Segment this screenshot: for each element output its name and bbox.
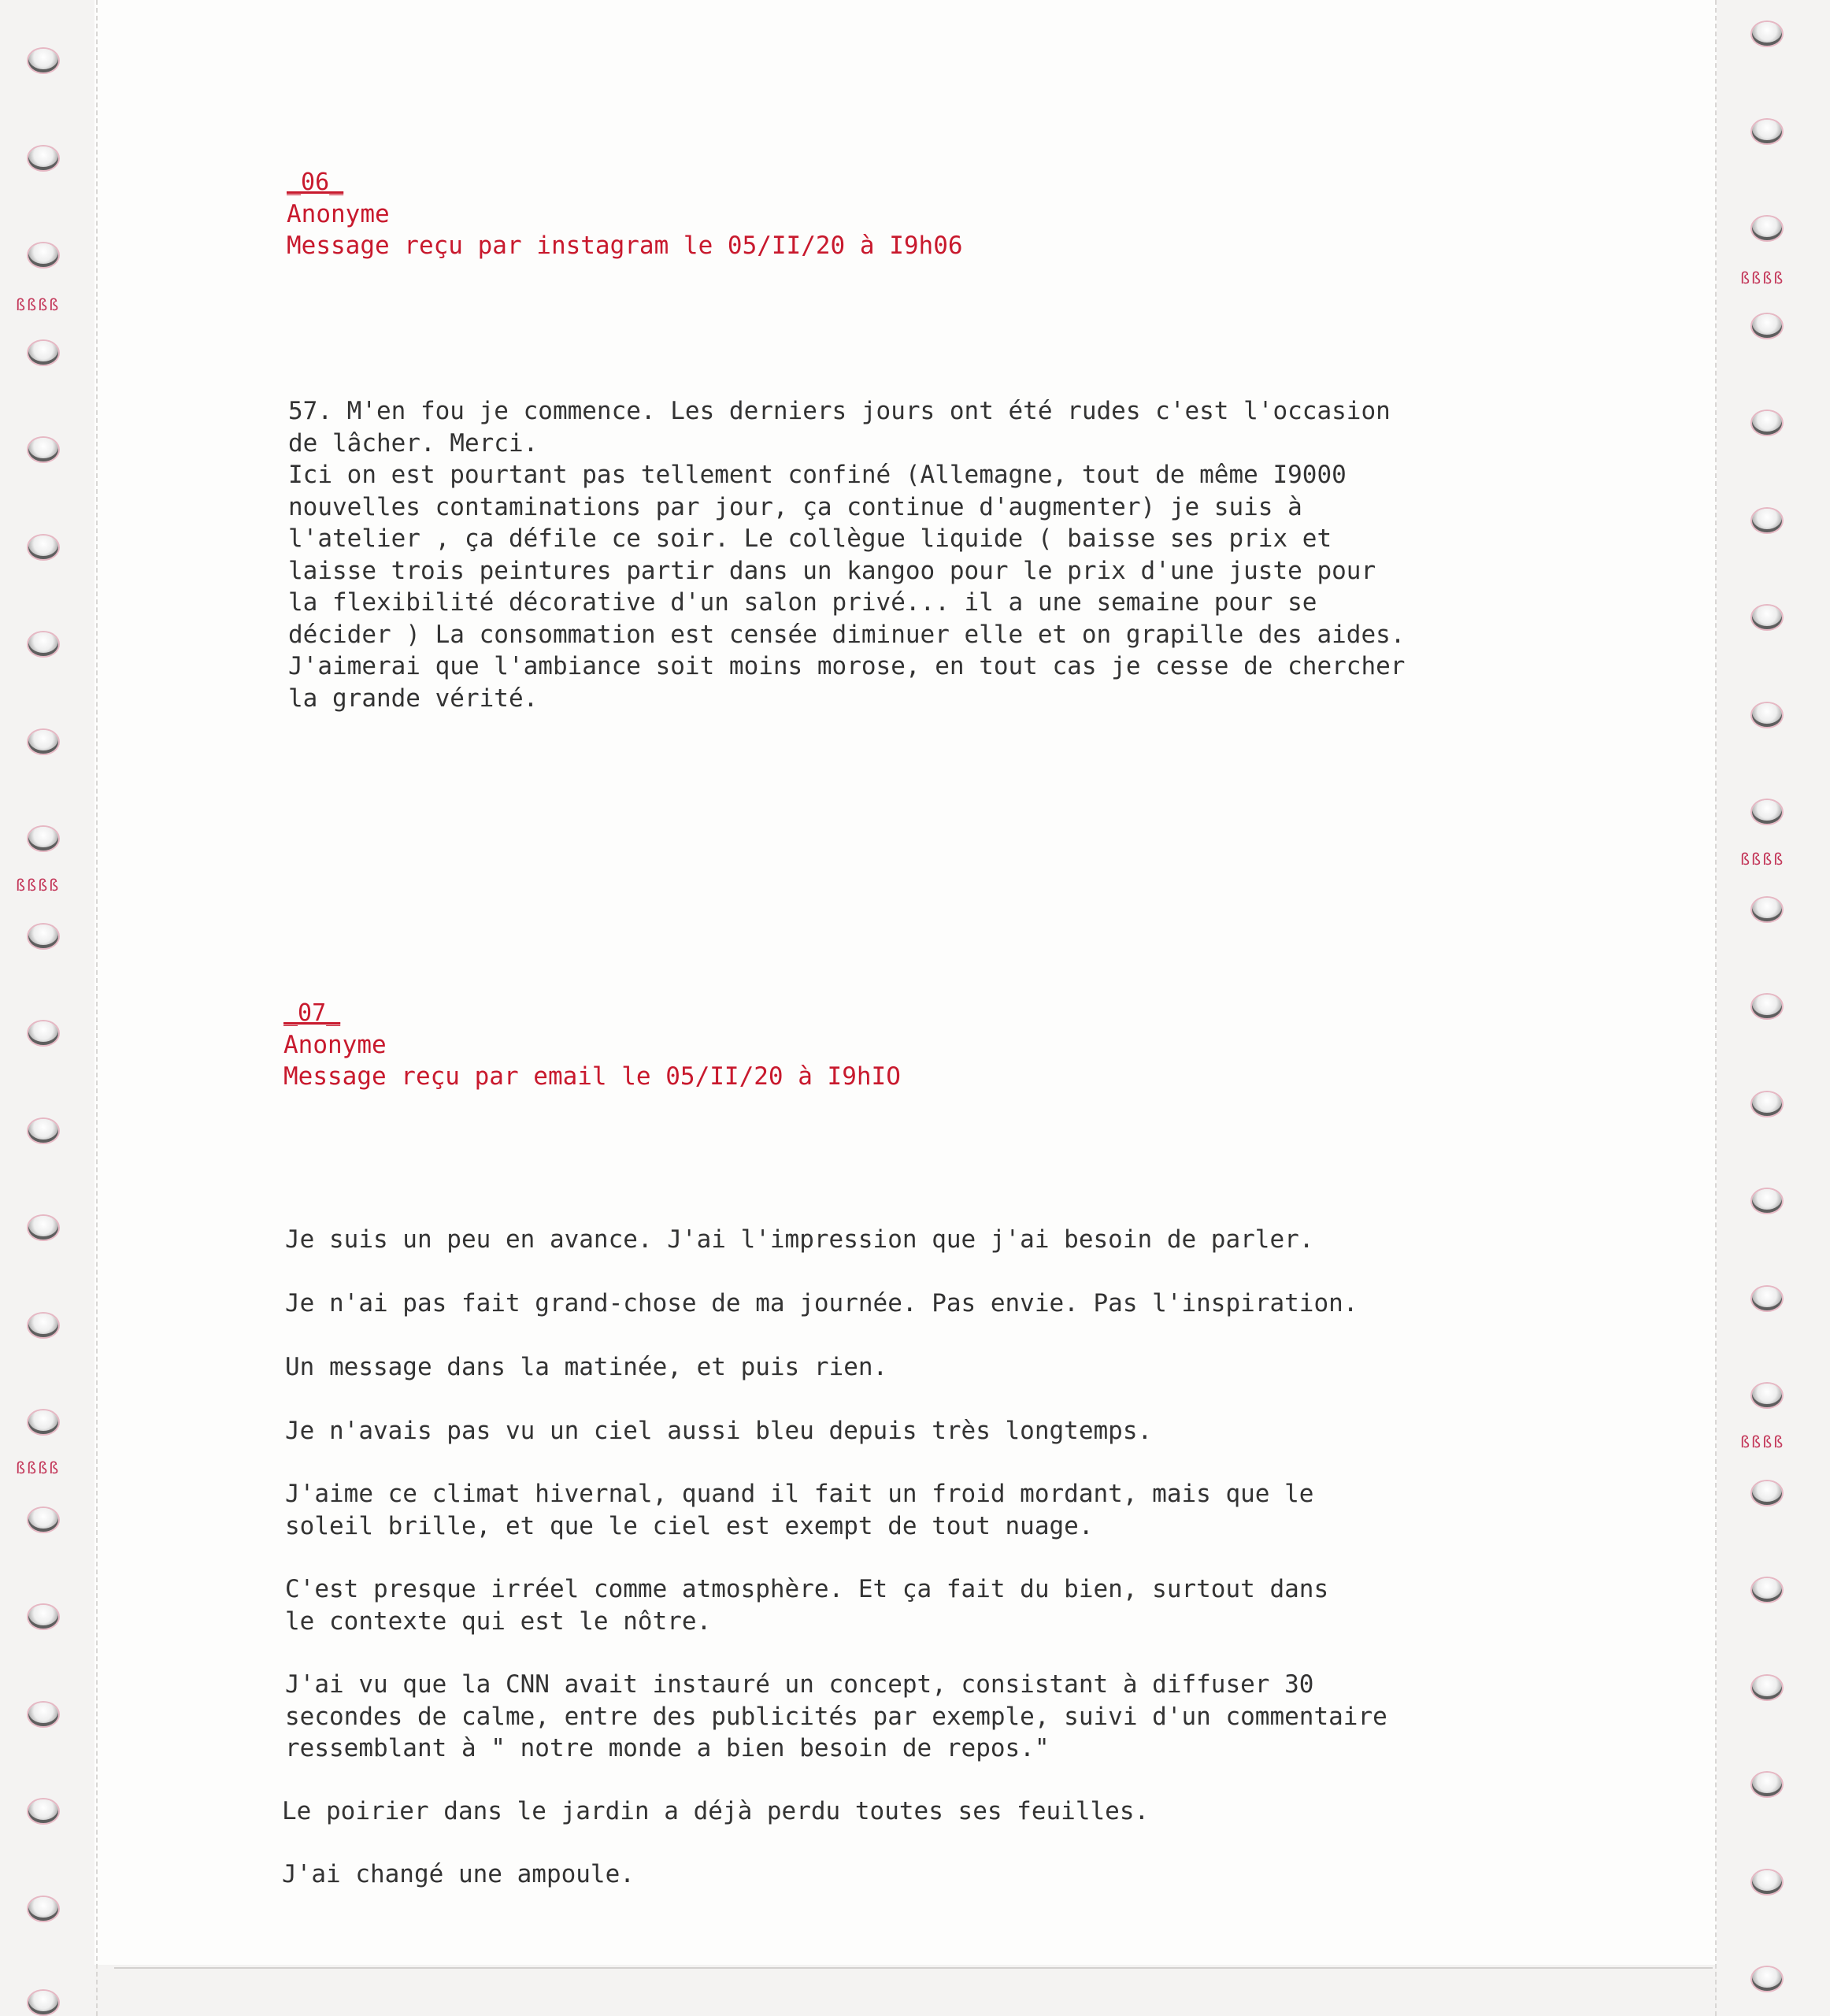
message-received-line: Message reçu par instagram le 05/II/20 à I9h06: [287, 232, 963, 260]
tractor-hole: [28, 49, 58, 72]
margin-mark: ßßßß: [16, 296, 61, 313]
bottom-tear-line: [114, 1967, 1713, 1969]
message-received-line: Message reçu par email le 05/II/20 à I9hIO: [283, 1062, 901, 1091]
tractor-hole: [28, 438, 58, 461]
margin-mark: ßßßß: [16, 1459, 61, 1477]
body-paragraph: Je n'ai pas fait grand-chose de ma journée. Pas envie. Pas l'inspiration.: [285, 1289, 1358, 1317]
message-author: Anonyme: [287, 200, 390, 228]
message-body-06: [288, 395, 1532, 714]
tractor-hole: [28, 536, 58, 559]
tractor-hole: [28, 1410, 58, 1434]
tractor-hole: [28, 1508, 58, 1532]
tractor-hole: [1752, 1287, 1782, 1310]
tractor-hole: [1752, 217, 1782, 240]
tractor-hole: [1752, 606, 1782, 629]
tractor-hole: [28, 1897, 58, 1921]
tractor-hole: [1752, 1481, 1782, 1505]
body-paragraph: Je suis un peu en avance. J'ai l'impression que j'ai besoin de parler.: [285, 1225, 1314, 1254]
tractor-hole: [1752, 1092, 1782, 1116]
tractor-hole: [28, 1605, 58, 1629]
body-paragraph: J'ai vu que la CNN avait instauré un concept, consistant à diffuser 30 secondes de calme, entre des publicités par exemple, suivi d'un commentaire ressemblant à " notre monde a bien besoin de repos.": [285, 1670, 1387, 1762]
tractor-hole: [1752, 1384, 1782, 1407]
body-paragraph: C'est presque irréel comme atmosphère. Et ça fait du bien, surtout dans le contexte qui est le nôtre.: [285, 1575, 1329, 1636]
message-header-07: [283, 998, 1543, 1092]
tractor-hole: [1752, 898, 1782, 921]
message-number: _07_: [283, 999, 341, 1027]
tractor-hole: [28, 341, 58, 365]
body-paragraph: J'aime ce climat hivernal, quand il fait un froid mordant, mais que le soleil brille, et que le ciel est exempt de tout nuage.: [285, 1480, 1314, 1540]
body-paragraph: J'ai changé une ampoule.: [282, 1860, 635, 1888]
left-perforation-line: [96, 0, 98, 2016]
tractor-hole: [1752, 1676, 1782, 1699]
tractor-hole: [28, 1314, 58, 1337]
body-line: la grande vérité.: [288, 684, 539, 713]
body-line: nouvelles contaminations par jour, ça continue d'augmenter) je suis à: [288, 492, 1302, 521]
tractor-hole: [28, 1799, 58, 1823]
tractor-hole: [1752, 1578, 1782, 1602]
tractor-hole: [28, 146, 58, 170]
tractor-hole: [28, 827, 58, 850]
tractor-hole: [28, 1021, 58, 1045]
body-line: l'atelier , ça défile ce soir. Le collègue liquide ( baisse ses prix et: [288, 524, 1332, 553]
body-line: Ici on est pourtant pas tellement confiné (Allemagne, tout de même I9000: [288, 461, 1347, 489]
body-line: J'aimerai que l'ambiance soit moins morose, en tout cas je cesse de chercher: [288, 652, 1406, 680]
tractor-hole: [1752, 800, 1782, 824]
body-line: de lâcher. Merci.: [288, 428, 539, 458]
tractor-hole: [28, 243, 58, 267]
tractor-hole: [1752, 1870, 1782, 1894]
body-line: 57. M'en fou je commence. Les derniers jours ont été rudes c'est l'occasion: [288, 397, 1391, 425]
tractor-hole: [1752, 314, 1782, 338]
right-tractor-holes: [1740, 0, 1819, 2016]
tractor-hole: [28, 632, 58, 656]
tractor-hole: [1752, 1773, 1782, 1796]
right-perforation-line: [1715, 0, 1717, 2016]
body-paragraph: Je n'avais pas vu un ciel aussi bleu depuis très longtemps.: [285, 1417, 1153, 1445]
tractor-hole: [1752, 1967, 1782, 1991]
left-tractor-holes: [16, 0, 94, 2016]
body-line: décider ) La consommation est censée diminuer elle et on grapille des aides.: [288, 620, 1406, 649]
tractor-hole: [28, 730, 58, 754]
margin-mark: ßßßß: [16, 876, 61, 894]
margin-mark: ßßßß: [1740, 269, 1785, 287]
tractor-hole: [1752, 703, 1782, 727]
body-line: laisse trois peintures partir dans un kangoo pour le prix d'une juste pour: [288, 556, 1376, 585]
tractor-hole: [1752, 120, 1782, 143]
tractor-hole: [1752, 509, 1782, 532]
message-author: Anonyme: [283, 1031, 387, 1059]
tractor-hole: [1752, 1189, 1782, 1213]
message-header-06: [287, 167, 1547, 261]
message-number: _06_: [287, 169, 344, 196]
tractor-hole: [28, 1703, 58, 1726]
body-paragraph: Un message dans la matinée, et puis rien.: [285, 1353, 888, 1381]
tractor-hole: [28, 1119, 58, 1143]
tractor-hole: [28, 1991, 58, 2014]
body-line: la flexibilité décorative d'un salon privé... il a une semaine pour se: [288, 588, 1317, 617]
body-paragraph: Le poirier dans le jardin a déjà perdu toutes ses feuilles.: [282, 1797, 1150, 1825]
tractor-hole: [1752, 995, 1782, 1018]
margin-mark: ßßßß: [1740, 1433, 1785, 1451]
tractor-hole: [28, 1216, 58, 1240]
margin-mark: ßßßß: [1740, 850, 1785, 868]
tractor-hole: [1752, 411, 1782, 435]
tractor-hole: [28, 925, 58, 948]
tractor-hole: [1752, 22, 1782, 46]
